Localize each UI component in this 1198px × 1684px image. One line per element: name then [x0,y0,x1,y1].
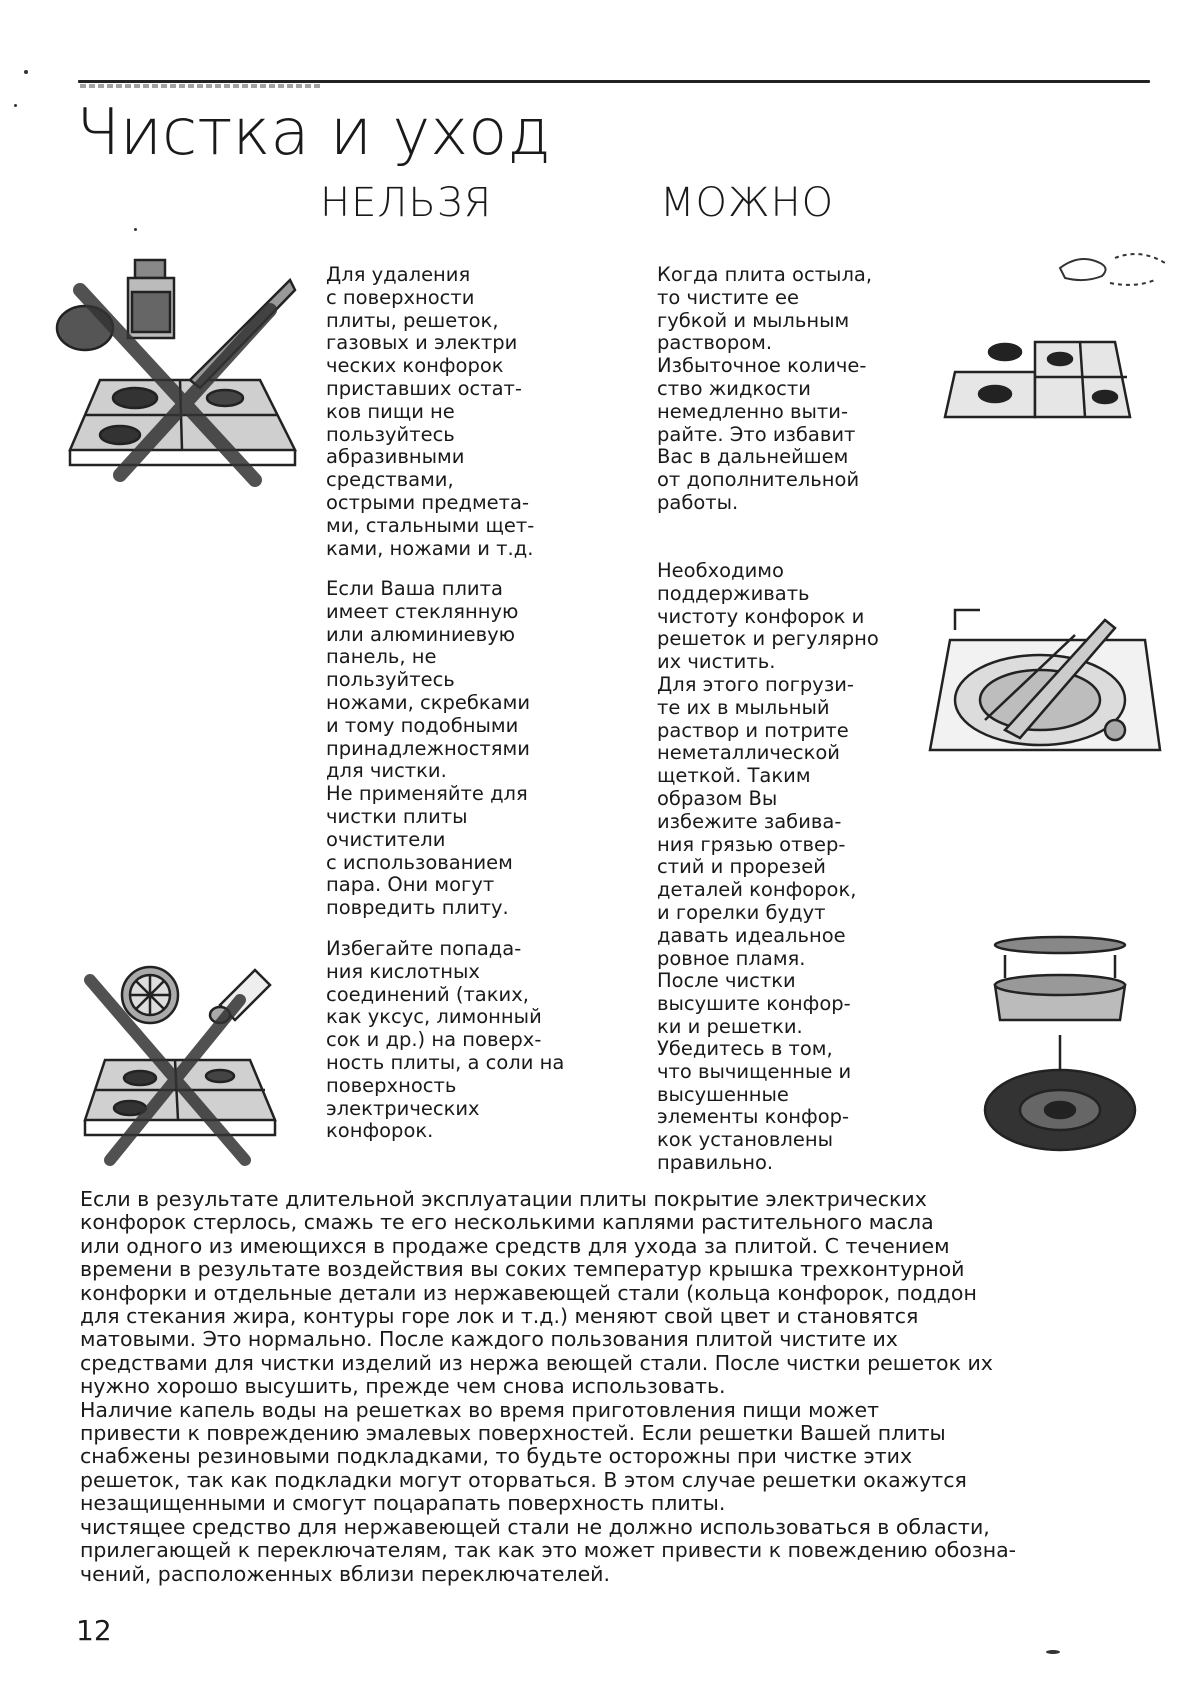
nelzya-paragraph-1: Для удаления с поверхности плиты, решеток, газовых и электри ческих конфорок приставших остат- ков пищи не пользуйтесь абразивными средствами, острыми предмета- ми, стальными щет- ками, ножами и т.д. [326,263,535,560]
scan-speck [24,70,28,74]
scan-speck [1046,1650,1060,1654]
page-title: Чистка и уход [76,96,551,170]
heading-nelzya: НЕЛЬЗЯ [320,180,493,226]
nelzya-paragraph-3: Избегайте попада- ния кислотных соединений (таких, как уксус, лимонный сок и др.) на поверх- ность плиты, а соли на поверхность электрических конфорок. [326,937,565,1143]
forbidden-tools-illustration [40,250,310,510]
mozhno-paragraph-2: Необходимо поддерживать чистоту конфорок и решеток и регулярно их чистить. Для этого погрузи- те их в мыльный раствор и потрите неметаллической щеткой. Таким образом Вы избежите забива- ния грязью отвер- стий и прорезей деталей конфорок, и горелки будут давать идеальное ровное пламя. После чистки высушите конфор- ки и решетки. [657,559,879,1038]
sink-soak-illustration [925,600,1165,770]
top-rule [78,80,1150,83]
scan-speck [134,228,137,231]
page-number: 12 [76,1614,112,1647]
burner-assembly-illustration [975,930,1145,1170]
heading-mozhno: МОЖНО [660,180,835,226]
top-rule-noise [80,84,320,88]
scan-speck [14,104,17,107]
nelzya-paragraph-2: Если Ваша плита имеет стеклянную или алюминиевую панель, не пользуйтесь ножами, скребками и тому подобными принадлежностями для чистки. Не применяйте для чистки плиты очистители с использованием пара. Они могут повредить плиту. [326,577,530,920]
forbidden-acid-salt-illustration [70,960,300,1180]
sponge-wipe-illustration [1040,238,1170,298]
mozhno-paragraph-1: Когда плита остыла, то чистите ее губкой и мыльным раствором. Избыточное количе- ство жидкости немедленно выти- райте. Это избавит Вас в дальнейшем от дополнительной работы. [657,263,873,514]
clean-cooktop-illustration [935,322,1155,432]
body-paragraph: Если в результате длительной эксплуатации плиты покрытие электрических конфорок стерлось, смажь те его несколькими каплями растительного масла или одного из имеющихся в продаже средств для ухода за плитой. С течением времени в результате воздействия вы соких температур крышка трехконтурной конфорки и отдельные детали из нержавеющей стали (кольца конфорок, поддон для стекания жира, контуры горе лок и т.д.) меняют свой цвет и становятся матовыми. Это нормально. После каждого пользования плитой чистите их средствами для чистки изделий из нержа веющей стали. После чистки решеток их нужно хорошо высушить, прежде чем снова использовать. Наличие капель воды на решетках во время приготовления пищи может привести к повреждению эмалевых поверхностей. Если решетки Вашей плиты снабжены резиновыми подкладками, то будьте осторожны при чистке этих решеток, так как подкладки могут оторваться. В этом случае решетки окажутся незащищенными и смогут поцарапать поверхность плиты. чистящее средство для нержавеющей стали не должно использоваться в области, прилегающей к переключателям, так как это может привести к повеждению обозна- чений, расположенных вблизи переключателей. [80,1187,1017,1586]
mozhno-paragraph-3: Убедитесь в том, что вычищенные и высушенные элементы конфор- кок установлены правильно. [657,1037,852,1174]
